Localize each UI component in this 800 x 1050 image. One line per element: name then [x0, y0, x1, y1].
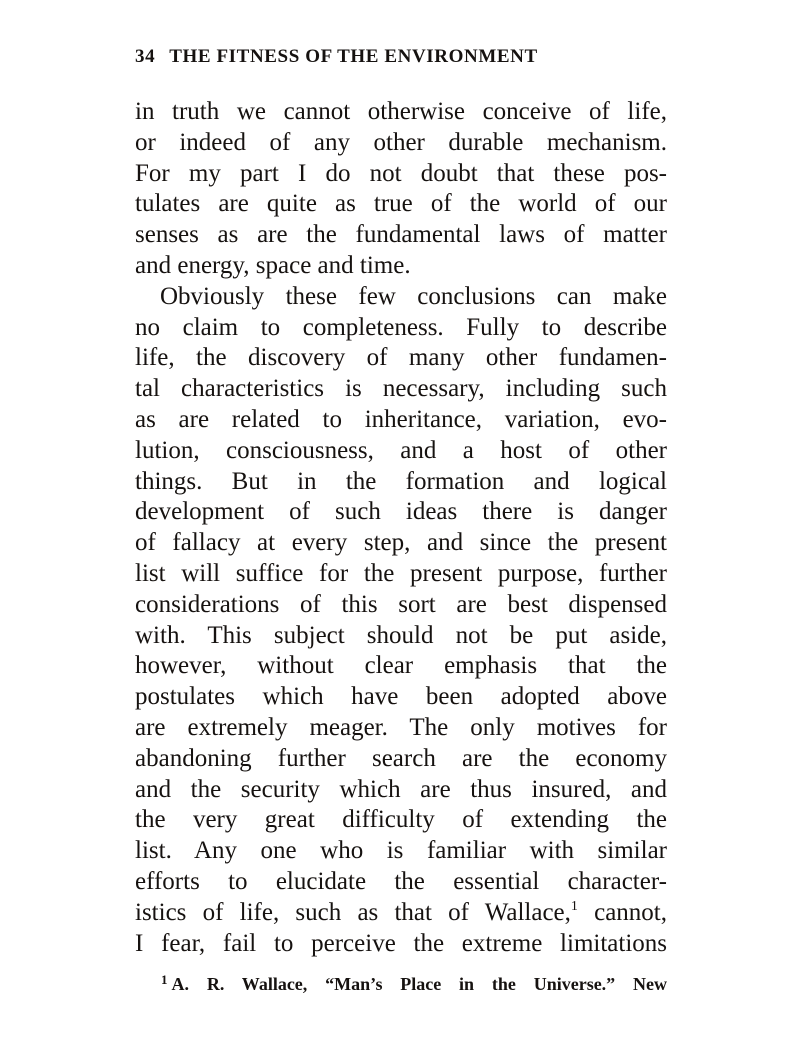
text-line: things. But in the formation and logical [135, 467, 667, 495]
text-line: the very great difficulty of extending the [135, 806, 667, 834]
text-line: no claim to completeness. Fully to describe [135, 313, 667, 341]
running-title: THE FITNESS OF THE ENVIRONMENT [169, 46, 538, 67]
footnote-marker: 1 [161, 972, 168, 987]
text-line: list. Any one who is familiar with similar [135, 837, 667, 865]
text-line: with. This subject should not be put aside, [135, 621, 667, 649]
text-line: list will suffice for the present purpose, further [135, 559, 667, 587]
text-line: senses as are the fundamental laws of matter [135, 221, 667, 249]
text-line: are extremely meager. The only motives for [135, 713, 667, 741]
text-line: and energy, space and time. [135, 251, 411, 279]
text-line: tulates are quite as true of the world of our [135, 190, 667, 218]
text-line: Obviously these few conclusions can make [160, 282, 667, 310]
running-header [135, 46, 538, 68]
text-line: however, without clear emphasis that the [135, 652, 667, 680]
text-line-with-footnote-ref [135, 898, 667, 929]
footnote-text: A. R. Wallace, “Man’s Place in the Universe.” New [171, 974, 667, 994]
text-line: I fear, fail to perceive the extreme limitations [135, 929, 667, 957]
text-segment: cannot, [577, 898, 667, 926]
text-line: life, the discovery of many other fundamen- [135, 344, 667, 372]
text-line: development of such ideas there is danger [135, 498, 667, 526]
text-line: abandoning further search are the economy [135, 744, 667, 772]
footnote-reference: 1 [570, 898, 578, 914]
text-line: tal characteristics is necessary, including such [135, 375, 667, 403]
text-line: efforts to elucidate the essential character- [135, 867, 667, 895]
text-line: of fallacy at every step, and since the present [135, 529, 667, 557]
text-line: in truth we cannot otherwise conceive of life, [135, 98, 667, 125]
footnote [135, 972, 667, 995]
text-segment: istics of life, such as that of Wallace, [135, 898, 571, 926]
text-line: postulates which have been adopted above [135, 683, 667, 711]
page-number: 34 [135, 46, 156, 67]
text-line: lution, consciousness, and a host of other [135, 436, 667, 464]
text-line: considerations of this sort are best dispensed [135, 590, 667, 618]
text-line: and the security which are thus insured, and [135, 775, 667, 803]
text-line: or indeed of any other durable mechanism. [135, 128, 667, 156]
body-text [135, 97, 667, 959]
text-line: as are related to inheritance, variation, evo- [135, 405, 667, 433]
text-line: For my part I do not doubt that these pos- [135, 159, 667, 187]
